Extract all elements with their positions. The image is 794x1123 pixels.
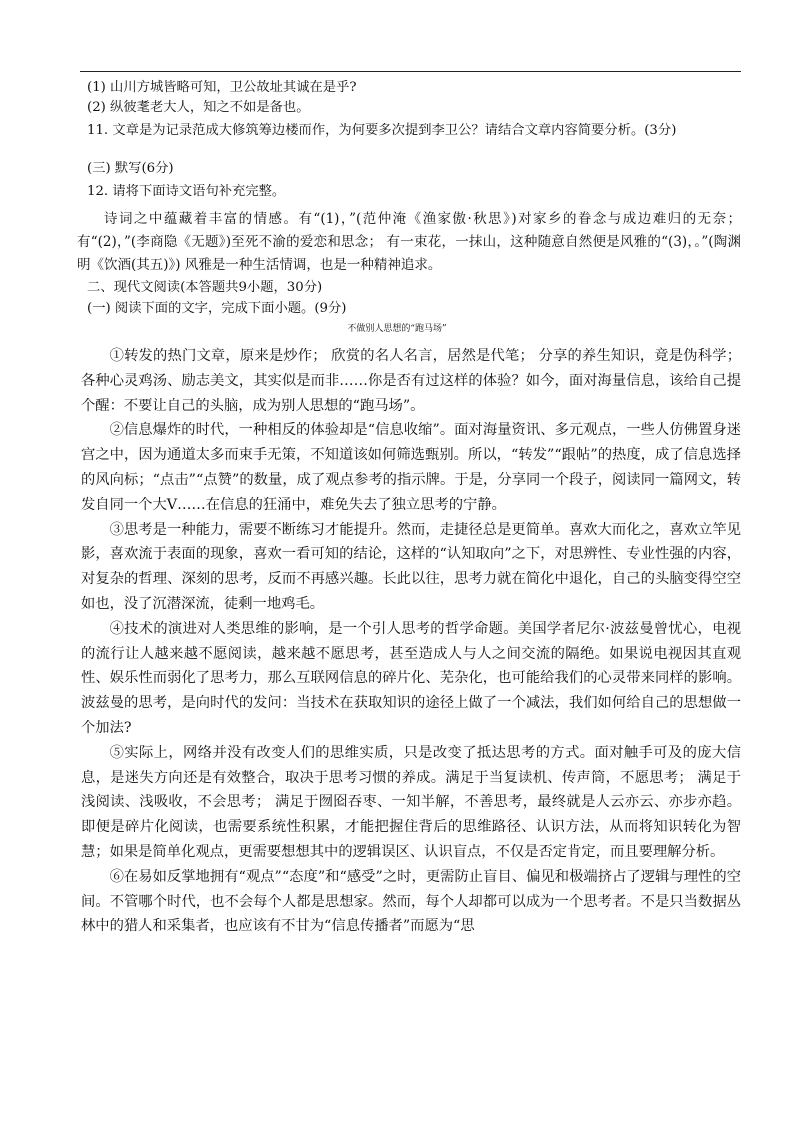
question-11: 11. 文章是为记录范成大修筑筹边楼而作，为何要多次提到李卫公？请结合文章内容简要分析。(3分)	[87, 123, 677, 138]
poem-text: 诗词之中蕴藏着丰富的情感。有“(1)，”(范仲淹《渔家傲·秋思》)对家乡的眷念与成边难归的无奈；有“(2)，”(李商隐《无题》)至死不渝的爱恋和思念； 有一束花，一抹山，这种随意自然便是风雅的“(3)，。”(陶渊明《饮酒(其五)》) 风雅是一种生活情调，也是一种精神追求。	[77, 211, 741, 273]
article-paragraph-2: ②信息爆炸的时代，一种相反的体验却是“信息收缩”。面对海量资讯、多元观点，一些人仿佛置身迷宫之中，因为通道太多而束手无策，不知道该如何筛选甄别。所以，“转发”“跟帖”的热度，成了信息选择的风向标；“点击”“点赞”的数量，成了观点参考的指示牌。于是，分享同一个段子，阅读同一篇网文，转发自同一个大V……在信息的狂涌中，难免失去了独立思考的宁静。	[81, 422, 741, 513]
article-paragraph-5: ⑤实际上，网络并没有改变人们的思维实质，只是改变了抵达思考的方式。面对触手可及的庞大信息，是迷失方向还是有效整合，取决于思考习惯的养成。满足于当复读机、传声筒，不愿思考； 满足于浅阅读、浅吸收，不会思考； 满足于囫囵吞枣、一知半解，不善思考，最终就是人云亦云、亦步亦趋。即便是碎片化阅读，也需要系统性积累，才能把握住背后的思维路径、认识方法，从而将知识转化为智慧；如果是简单化观点，更需要想想其中的逻辑误区、认识盲点，不仅是否定肯定，而且要理解分析。	[81, 744, 741, 860]
article-title: 不做别人思想的“跑马场”	[347, 324, 447, 334]
answer-option-1: (1) 山川方城皆略可知，卫公故址其诚在是乎?	[87, 80, 357, 95]
section-dictation-heading: (三) 默写(6分)	[87, 161, 174, 176]
article-paragraph-6: ⑥在易如反掌地拥有“观点”“态度”和“感受”之时，更需防止盲目、偏见和极端挤占了逻辑与理性的空间。不管哪个时代，也不会每个人都是思想家。然而，每个人却都可以成为一个思考者。不是只当数据丛林中的猎人和采集者，也应该有不甘为“信息传播者”而愿为“思	[81, 868, 741, 935]
poem-fill-in-passage	[77, 208, 741, 277]
article-paragraph-1: ①转发的热门文章，原来是炒作； 欣赏的名人名言，居然是代笔； 分享的养生知识，竟是伪科学；各种心灵鸡汤、励志美文，其实似是而非……你是否有过这样的体验？如今，面对海量信息，该给自己提个醒：不要让自己的头脑，成为别人思想的“跑马场”。	[81, 348, 741, 414]
article-paragraph-4: ④技术的演进对人类思维的影响，是一个引人思考的哲学命题。美国学者尼尔·波兹曼曾忧心，电视的流行让人越来越不愿阅读，越来越不愿思考，甚至造成人与人之间交流的隔绝。如果说电视因其直观性、娱乐性而弱化了思考力，那么互联网信息的碎片化、芜杂化，也可能给我们的心灵带来同样的影响。波兹曼的思考，是向时代的发问：当技术在获取知识的途径上做了一个减法，我们如何给自己的思想做一个加法?	[81, 620, 741, 736]
article-body	[81, 344, 741, 939]
section-modern-reading-heading: 二、现代文阅读(本答题共9小题，30分)	[87, 280, 323, 295]
answer-option-2: (2) 纵彼耄老大人，知之不如是备也。	[87, 100, 310, 115]
article-paragraph-3: ③思考是一种能力，需要不断练习才能提升。然而，走捷径总是更简单。喜欢大而化之，喜欢立竿见影，喜欢流于表面的现象，喜欢一看可知的结论，这样的“认知取向”之下，对思辨性、专业性强的内容，对复杂的哲理、深刻的思考，反而不再感兴趣。长此以往，思考力就在简化中退化，自己的头脑变得空空如也，没了沉潜深流，徒剩一地鸡毛。	[81, 521, 741, 612]
question-12: 12. 请将下面诗文语句补充完整。	[87, 184, 286, 199]
header-rule	[80, 71, 741, 72]
reading-instruction: (一) 阅读下面的文字，完成下面小题。(9分)	[87, 301, 347, 316]
